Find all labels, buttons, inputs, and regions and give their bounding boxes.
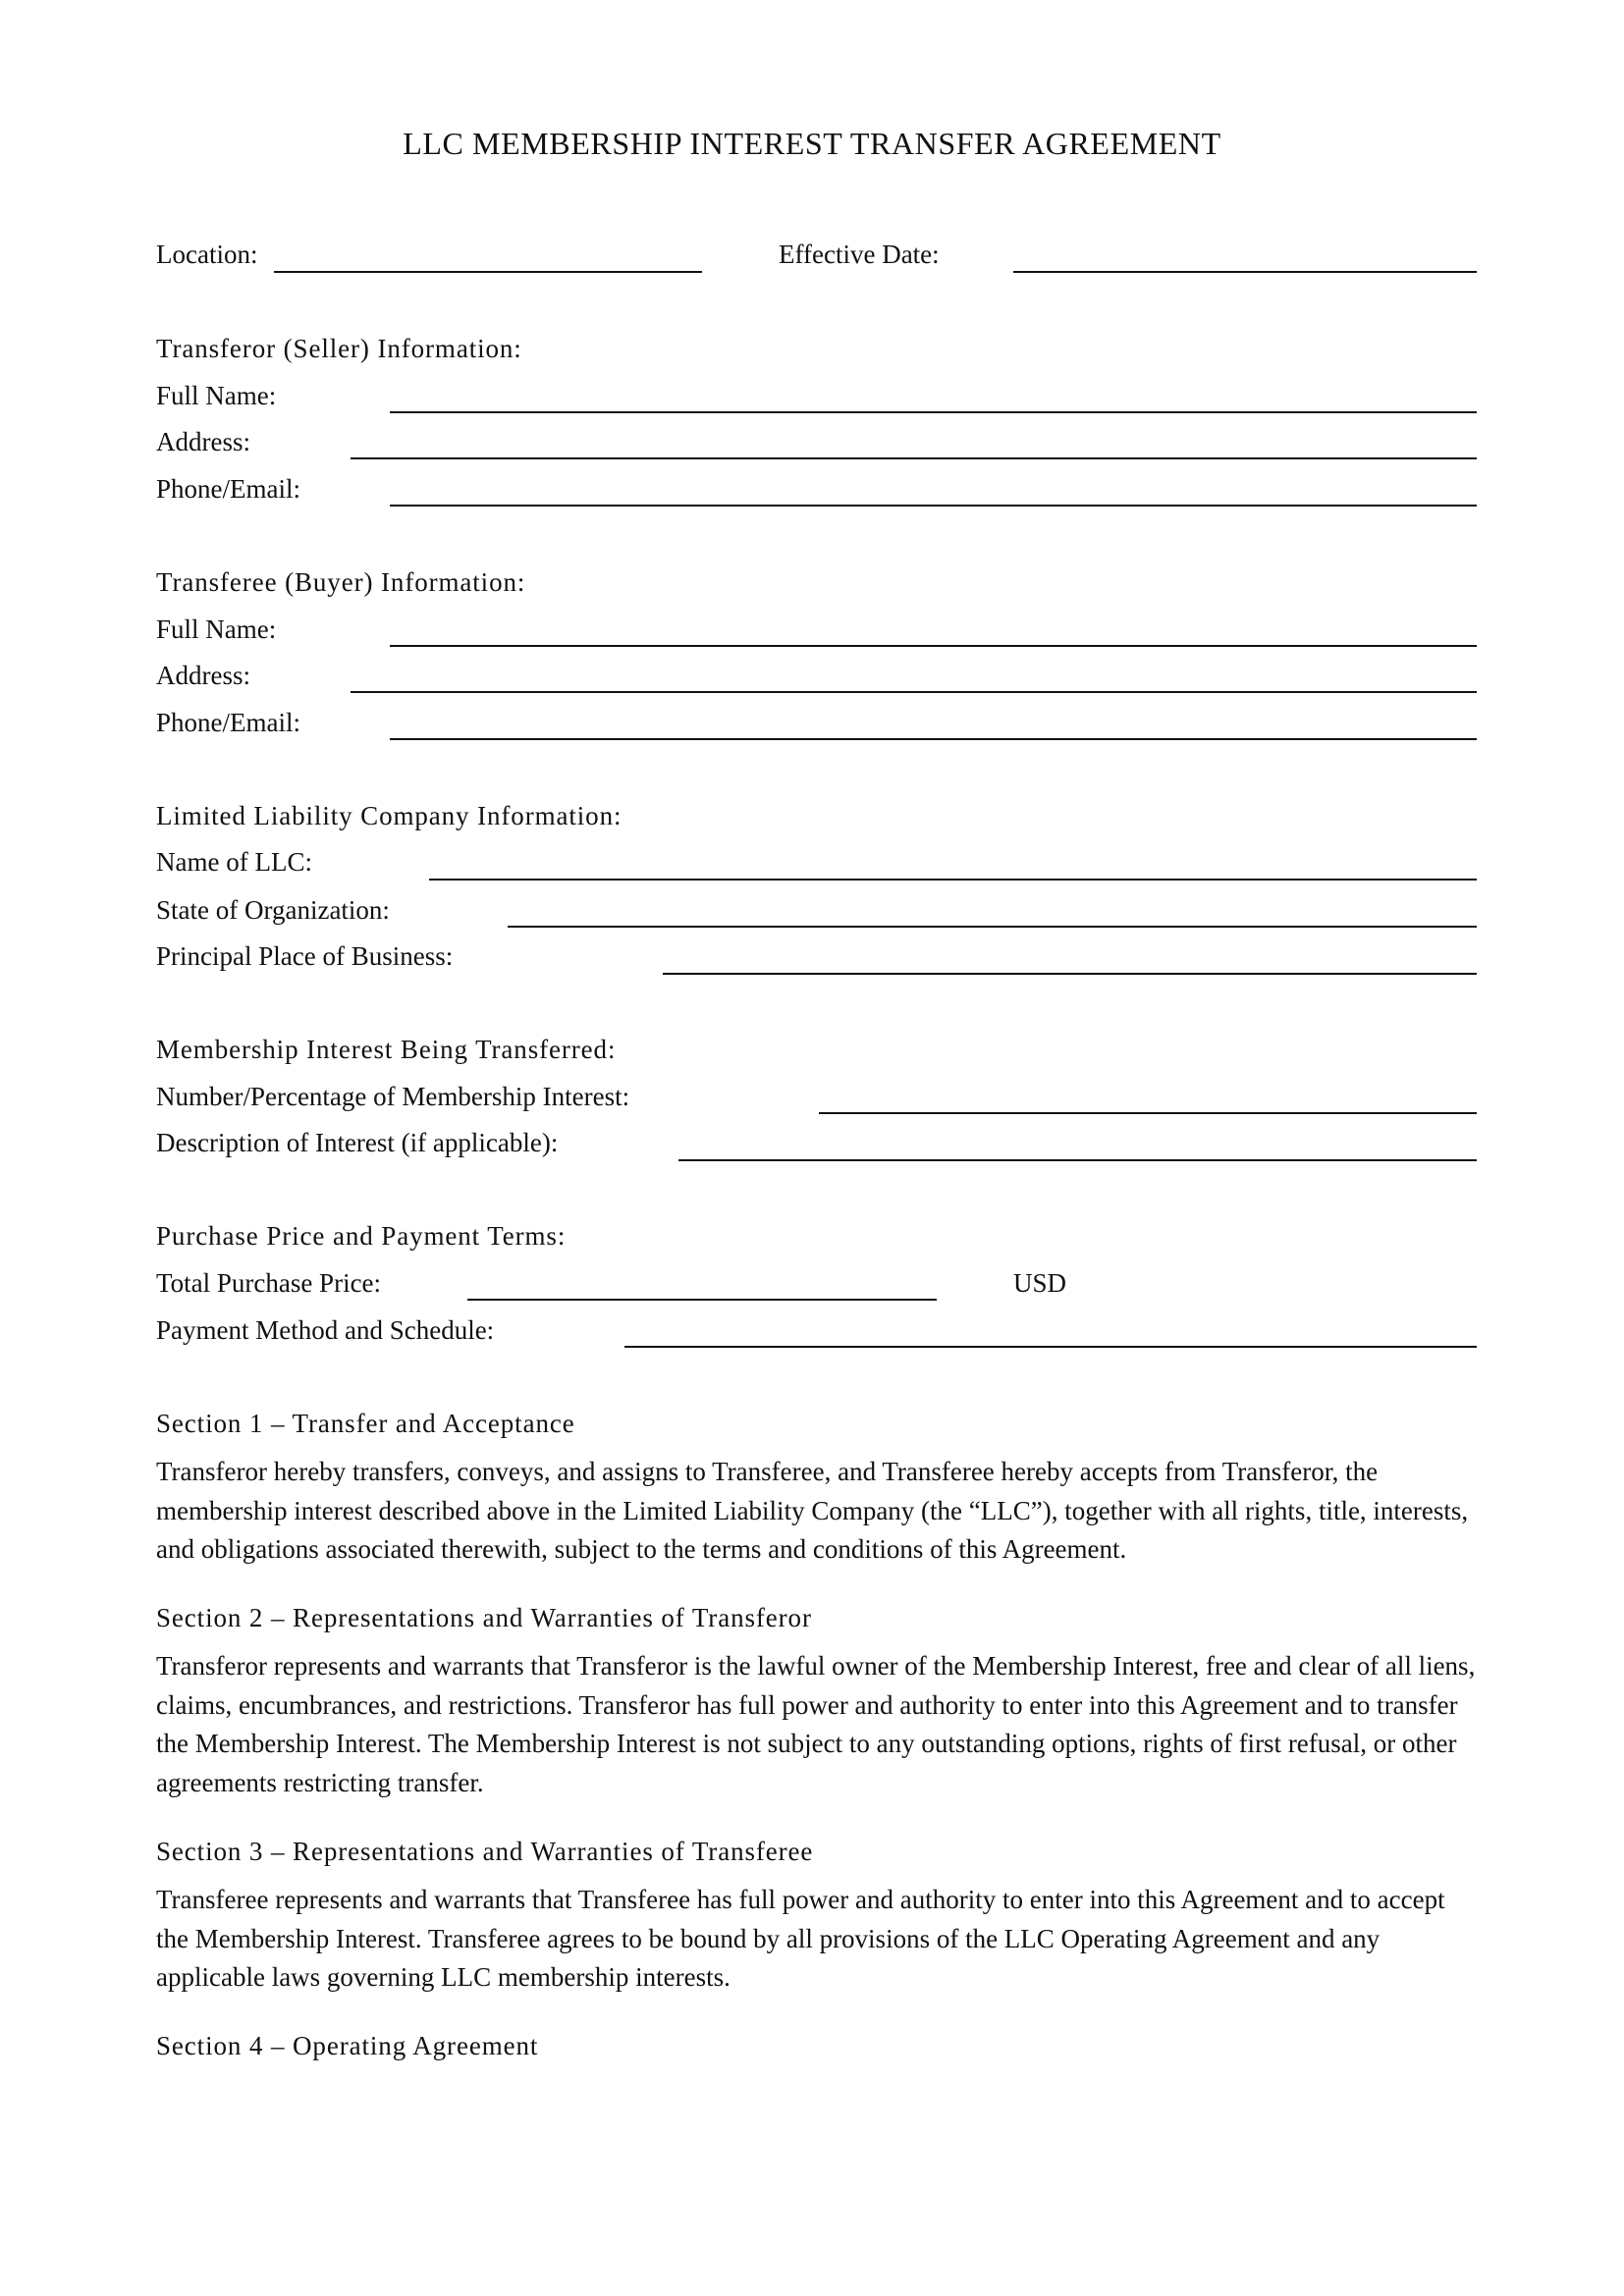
total-price-label: Total Purchase Price: [156, 1268, 382, 1298]
section-1-body: Transferor hereby transfers, conveys, and assigns to Transferee, and Transferee hereby accepts from Transferor, the membership interest described above in the Limited Liability Company (the “LLC”), together with all rights, title, interests, and obligations associated therewith, subject to the terms and conditions of this Agreement. [156, 1457, 1469, 1564]
transferee-full-name-field[interactable] [390, 645, 1477, 647]
transferor-address-field[interactable] [351, 457, 1477, 459]
section-3-heading: Section 3 – Representations and Warranties of Transferee [156, 1837, 814, 1866]
llc-principal-field[interactable] [663, 973, 1477, 975]
interest-heading: Membership Interest Being Transferred: [156, 1035, 617, 1064]
effective-date-label: Effective Date: [779, 240, 940, 269]
transferor-full-name-field[interactable] [390, 411, 1477, 413]
section-2-heading: Section 2 – Representations and Warranties of Transferor [156, 1603, 812, 1632]
document-title: LLC MEMBERSHIP INTEREST TRANSFER AGREEMENT [403, 126, 1221, 161]
section-3-body: Transferee represents and warrants that Transferee has full power and authority to enter into this Agreement and to accept the Membership Interest. Transferee agrees to be bound by all provisions of the LLC Operating Agreement and any applicable laws governing LLC membership interests. [156, 1885, 1445, 1992]
section-4-heading: Section 4 – Operating Agreement [156, 2031, 539, 2060]
interest-description-label: Description of Interest (if applicable): [156, 1128, 559, 1157]
transferee-full-name-label: Full Name: [156, 614, 277, 644]
effective-date-field[interactable] [1013, 271, 1477, 273]
transferor-address-label: Address: [156, 427, 250, 456]
payment-method-field[interactable] [624, 1346, 1477, 1348]
llc-name-label: Name of LLC: [156, 847, 312, 877]
transferor-phone-email-label: Phone/Email: [156, 474, 300, 504]
location-label: Location: [156, 240, 258, 269]
transferee-heading: Transferee (Buyer) Information: [156, 567, 526, 597]
transferor-heading: Transferor (Seller) Information: [156, 334, 522, 363]
transferee-phone-email-field[interactable] [390, 738, 1477, 740]
llc-state-label: State of Organization: [156, 895, 390, 925]
llc-heading: Limited Liability Company Information: [156, 801, 623, 830]
transferee-address-field[interactable] [351, 691, 1477, 693]
section-1-heading: Section 1 – Transfer and Acceptance [156, 1409, 575, 1438]
transferor-full-name-label: Full Name: [156, 381, 277, 410]
total-price-field[interactable] [467, 1299, 937, 1301]
llc-principal-label: Principal Place of Business: [156, 941, 454, 971]
transferee-address-label: Address: [156, 661, 250, 690]
llc-state-field[interactable] [508, 926, 1477, 928]
section-2-body: Transferor represents and warrants that Transferor is the lawful owner of the Membership Interest, free and clear of all liens, claims, encumbrances, and restrictions. Transferor has full power and authority to enter into this Agreement and to transfer the Membership Interest. The Membership Interest is not subject to any outstanding options, rights of first refusal, or other agreements restricting transfer. [156, 1651, 1476, 1797]
interest-description-field[interactable] [678, 1159, 1477, 1161]
payment-method-label: Payment Method and Schedule: [156, 1315, 495, 1345]
purchase-heading: Purchase Price and Payment Terms: [156, 1221, 567, 1251]
interest-number-field[interactable] [819, 1112, 1477, 1114]
currency-label: USD [1013, 1268, 1067, 1298]
transferor-phone-email-field[interactable] [390, 505, 1477, 507]
transferee-phone-email-label: Phone/Email: [156, 708, 300, 737]
llc-name-field[interactable] [429, 879, 1477, 881]
interest-number-label: Number/Percentage of Membership Interest: [156, 1082, 630, 1111]
location-field[interactable] [274, 271, 702, 273]
